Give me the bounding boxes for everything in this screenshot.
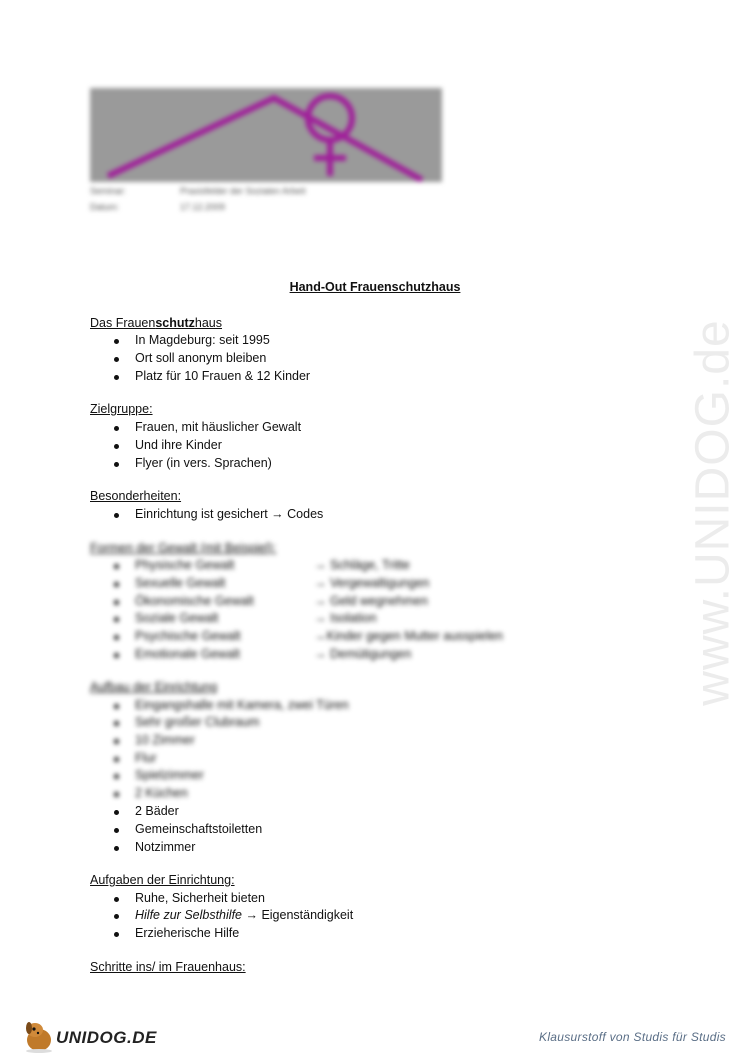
header-logo-image xyxy=(90,88,442,182)
section-heading-aufbau: Aufbau der Einrichtung xyxy=(90,680,218,694)
footer-caption: Klausurstoff von Studis für Studis xyxy=(539,1030,726,1044)
section-heading-frauenschutzhaus: Das Frauenschutzhaus xyxy=(90,316,223,330)
section-heading-schritte: Schritte ins/ im Frauenhaus: xyxy=(90,960,246,974)
dog-icon xyxy=(22,1016,56,1054)
section-heading-zielgruppe: Zielgruppe: xyxy=(90,402,153,416)
section-heading-aufgaben: Aufgaben der Einrichtung: xyxy=(90,873,235,887)
section-heading-besonderheiten: Besonderheiten: xyxy=(90,489,182,503)
section-heading-formen-der-gewalt: Formen der Gewalt (mit Beispiel): xyxy=(90,541,277,555)
watermark: www.UNIDOG.de xyxy=(686,319,740,706)
document-title: Hand-Out Frauenschutzhaus xyxy=(289,280,461,294)
footer-brand: UNIDOG.DE xyxy=(56,1028,157,1047)
